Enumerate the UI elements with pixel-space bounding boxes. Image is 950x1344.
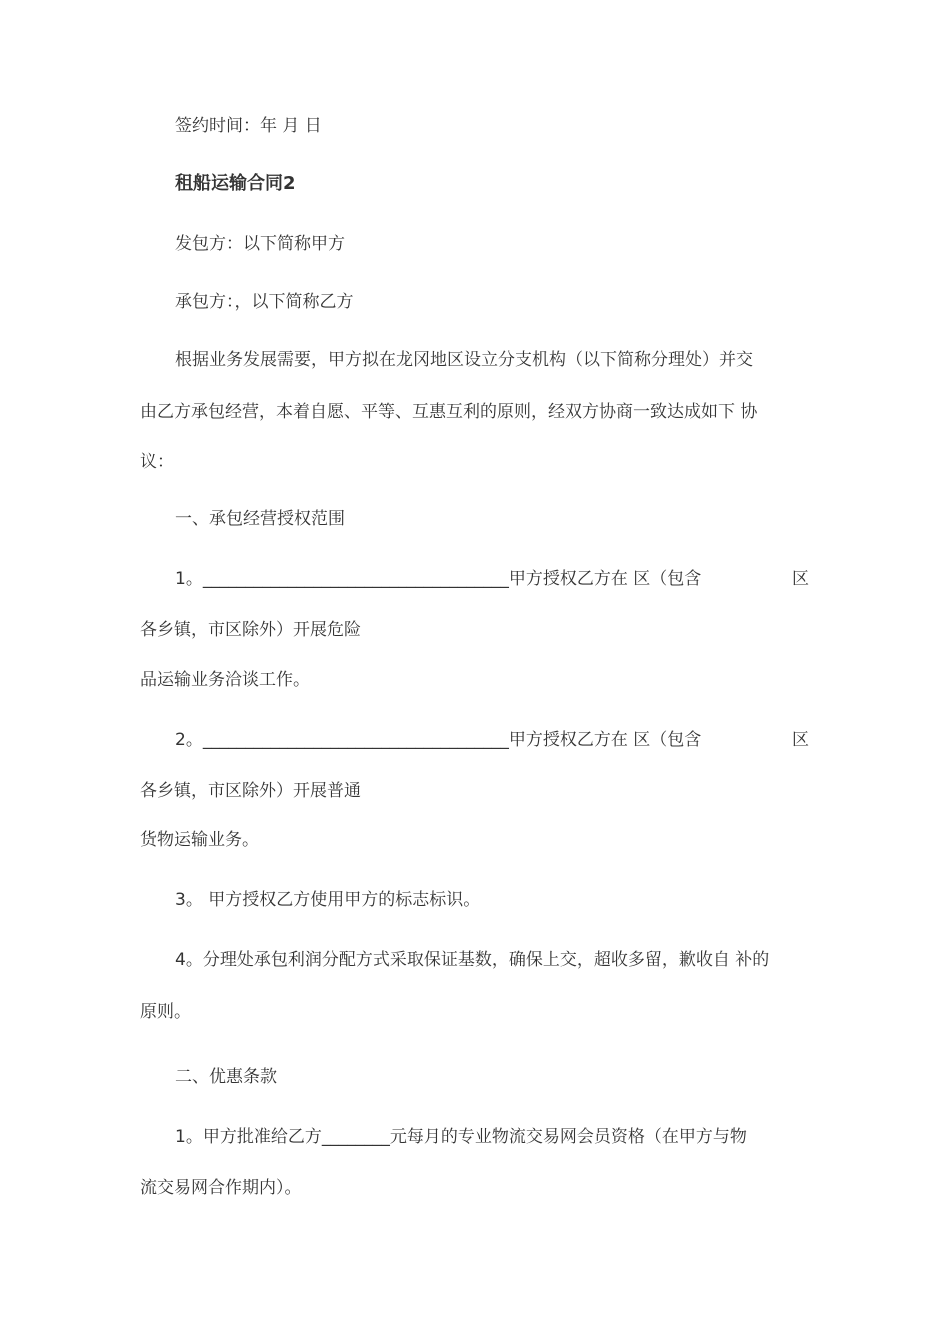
document-title: 租船运输合同2 <box>175 173 296 194</box>
section-1-item-2-line-1: 2。____________________________________甲方授权乙方在 区（包含 <box>175 730 702 750</box>
intro-paragraph-line-2: 由乙方承包经营，本着自愿、平等、互惠互利的原则，经双方协商一致达成如下 协 <box>140 402 758 422</box>
section-1-heading: 一、承包经营授权范围 <box>175 509 345 529</box>
section-1-item-4-line-1: 4。分理处承包利润分配方式采取保证基数，确保上交，超收多留，歉收自 补的 <box>175 950 770 970</box>
section-1-item-2-line-3: 货物运输业务。 <box>140 830 259 850</box>
section-1-item-1-line-1: 1。____________________________________甲方授权乙方在 区（包含 <box>175 569 702 589</box>
section-1-item-1-tail: 区 <box>792 569 809 589</box>
section-1-item-1-line-2: 各乡镇，市区除外）开展危险 <box>140 620 361 640</box>
section-1-item-3: 3。 甲方授权乙方使用甲方的标志标识。 <box>175 890 481 910</box>
section-1-item-4-line-2: 原则。 <box>140 1002 191 1022</box>
intro-paragraph-line-3: 议： <box>140 452 174 472</box>
sign-time-line: 签约时间：年 月 日 <box>175 116 322 136</box>
section-2-heading: 二、优惠条款 <box>175 1067 277 1087</box>
section-1-item-2-line-2: 各乡镇，市区除外）开展普通 <box>140 781 361 801</box>
section-2-item-1-line-2: 流交易网合作期内）。 <box>140 1178 302 1198</box>
section-2-item-1-line-1: 1。甲方批准给乙方________元每月的专业物流交易网会员资格（在甲方与物 <box>175 1127 747 1147</box>
party-a-line: 发包方：以下简称甲方 <box>175 234 345 254</box>
section-1-item-2-tail: 区 <box>792 730 809 750</box>
intro-paragraph-line-1: 根据业务发展需要，甲方拟在龙冈地区设立分支机构（以下简称分理处）并交 <box>175 350 753 370</box>
section-1-item-1-line-3: 品运输业务洽谈工作。 <box>140 670 310 690</box>
party-b-line: 承包方：，以下简称乙方 <box>175 292 354 312</box>
